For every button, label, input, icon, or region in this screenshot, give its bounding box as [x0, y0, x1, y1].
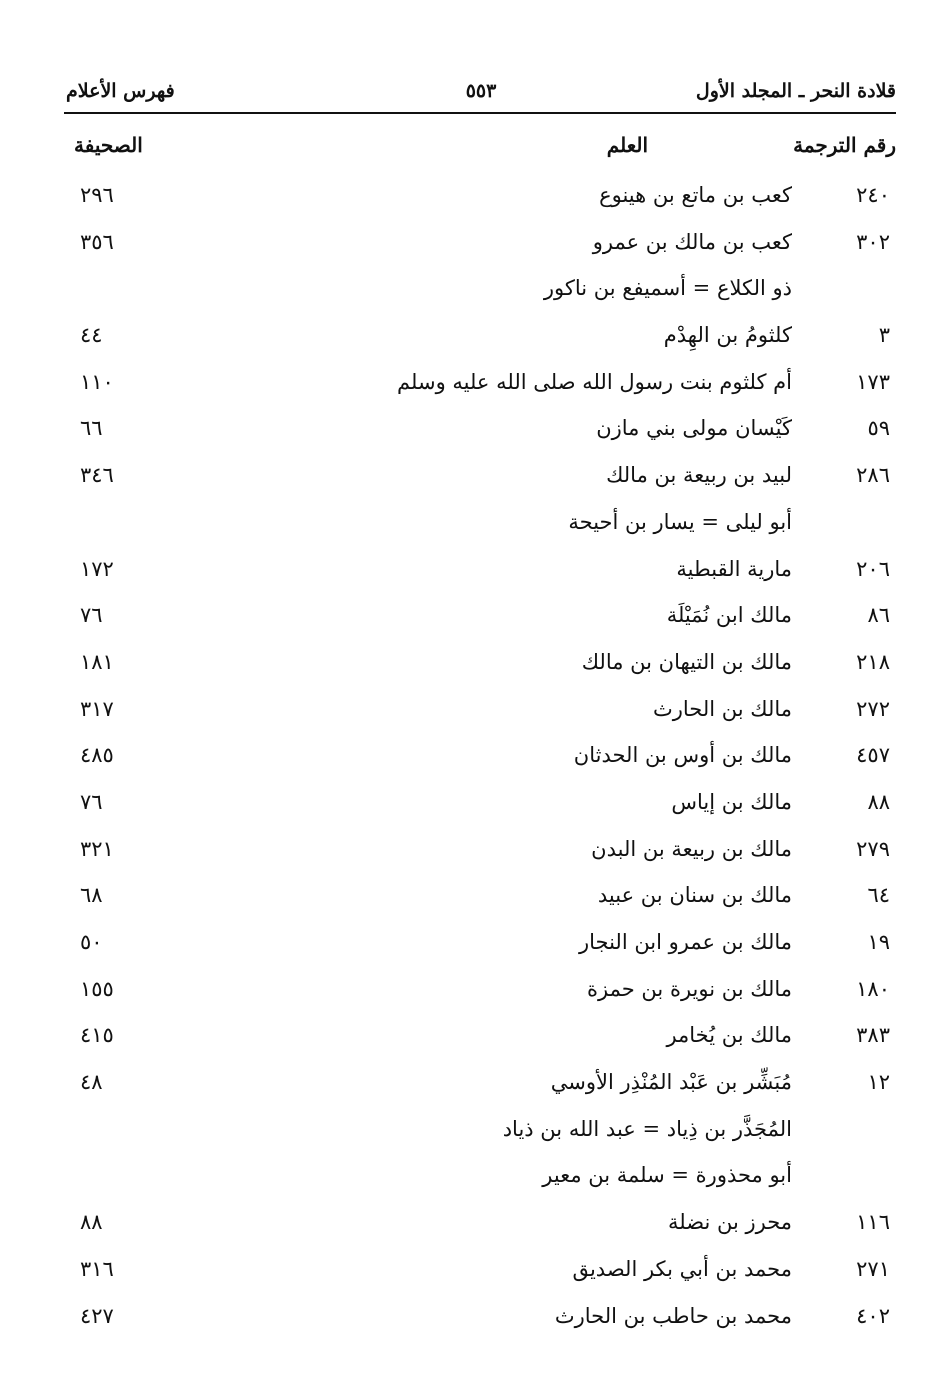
entry-name: كعب بن ماتع بن هينوع: [599, 183, 792, 207]
header-rule: [64, 112, 896, 114]
entry-page: ١٨١: [80, 649, 114, 674]
index-entry: [66, 779, 896, 826]
entry-name: محرز بن نضلة: [668, 1210, 792, 1235]
index-entry: [66, 1293, 896, 1340]
entry-name: مالك بن أوس بن الحدثان: [573, 743, 792, 768]
entry-page: ٧٦: [80, 789, 103, 814]
entry-name: مالك بن إياس: [671, 789, 792, 814]
entry-name: أبو ليلى = يسار بن أحيحة: [568, 509, 792, 534]
entry-number: ١١٦: [856, 1210, 890, 1235]
running-header: [66, 78, 896, 112]
entry-name: مالك بن ربيعة بن البدن: [591, 836, 792, 861]
entry-page: ١٧٢: [80, 556, 114, 581]
entry-page: ٨٨: [80, 1210, 103, 1235]
entry-name: مالك بن نويرة بن حمزة: [587, 976, 792, 1001]
entry-number: ١٧٣: [856, 369, 890, 394]
entry-name: محمد بن أبي بكر الصديق: [572, 1256, 792, 1281]
index-entry: [66, 732, 896, 779]
entry-page: ٤٢٧: [80, 1303, 114, 1328]
entry-page: ٢٩٦: [80, 183, 114, 207]
column-header-page: الصحيفة: [74, 133, 143, 157]
section-title: فهرس الأعلام: [66, 80, 175, 102]
index-entry: [66, 265, 896, 312]
entry-number: ٤٠٢: [856, 1303, 890, 1328]
entry-page: ٤١٥: [80, 1023, 114, 1048]
entry-page: ٣٤٦: [80, 463, 114, 488]
entry-name: كعب بن مالك بن عمرو: [592, 229, 792, 254]
entry-name: أم كلثوم بنت رسول الله صلى الله عليه وسلم: [397, 369, 792, 394]
page-number: ٥٥٣: [465, 80, 497, 102]
entry-number: ٢٧١: [856, 1256, 890, 1281]
entry-number: ٢٧٢: [856, 696, 890, 721]
book-title: قلادة النحر ـ المجلد الأول: [695, 80, 896, 102]
index-entry: [66, 312, 896, 359]
entry-name: أبو محذورة = سلمة بن معير: [542, 1163, 792, 1188]
entry-name: محمد بن حاطب بن الحارث: [554, 1303, 792, 1328]
index-entry: [66, 172, 896, 219]
index-entry: [66, 592, 896, 639]
entry-number: ٥٩: [867, 416, 890, 441]
index-entry: [66, 639, 896, 686]
index-entry: [66, 872, 896, 919]
index-entry: [66, 826, 896, 873]
entry-number: ١٩: [867, 930, 890, 954]
entry-name: مالك بن التيهان بن مالك: [581, 649, 792, 674]
entry-number: ٤٥٧: [856, 743, 890, 768]
entry-name: لبيد بن ربيعة بن مالك: [606, 463, 792, 488]
entry-page: ٧٦: [80, 603, 103, 628]
index-entry: [66, 219, 896, 266]
entry-name: المُجَذَّر بن ذِياد = عبد الله بن ذياد: [502, 1116, 792, 1141]
entry-number: ١٨٠: [856, 976, 890, 1001]
entry-number: ٢٧٩: [856, 836, 890, 861]
entry-name: كَيْسان مولى بني مازن: [596, 416, 792, 441]
entry-name: مالك بن سنان بن عبيد: [597, 883, 792, 908]
entries-list: [66, 172, 896, 1339]
entry-number: ٣٠٢: [856, 229, 890, 254]
entry-page: ٦٨: [80, 883, 103, 908]
entry-page: ٣١٦: [80, 1256, 114, 1281]
entry-name: كلثومُ بن الهِدْم: [663, 323, 792, 348]
entry-name: مالك بن يُخامر: [666, 1023, 792, 1048]
column-headers: [66, 130, 896, 164]
index-entry: [66, 1152, 896, 1199]
entry-number: ٣٨٣: [856, 1023, 890, 1048]
entry-number: ٨٨: [867, 789, 890, 814]
entry-number: ٢١٨: [856, 649, 890, 674]
entry-page: ١٥٥: [80, 976, 114, 1001]
entry-number: ٨٦: [867, 603, 890, 628]
entry-name: مارية القبطية: [676, 556, 792, 581]
index-entry: [66, 452, 896, 499]
entry-name: مُبَشِّر بن عَبْد المُنْذِر الأوسي: [550, 1070, 792, 1095]
entry-number: ٢٨٦: [856, 463, 890, 488]
entry-name: مالك بن عمرو ابن النجار: [578, 930, 792, 954]
column-header-name: العلم: [606, 133, 648, 157]
index-entry: [66, 1246, 896, 1293]
index-entry: [66, 1012, 896, 1059]
entry-number: ٦٤: [867, 883, 890, 908]
entry-name: مالك بن الحارث: [652, 696, 792, 721]
entry-page: ٤٤: [80, 323, 103, 348]
entry-page: ٥٠: [80, 930, 103, 954]
index-entry: [66, 686, 896, 733]
entry-page: ٣٢١: [80, 836, 114, 861]
index-entry: [66, 966, 896, 1013]
entry-page: ٣٥٦: [80, 229, 114, 254]
entry-page: ٤٨٥: [80, 743, 114, 768]
index-entry: [66, 919, 896, 966]
entry-number: ٢٤٠: [856, 183, 890, 207]
entry-number: ٢٠٦: [856, 556, 890, 581]
index-entry: [66, 1199, 896, 1246]
index-entry: [66, 405, 896, 452]
index-entry: [66, 1059, 896, 1106]
entry-name: ذو الكلاع = أسميفع بن ناكور: [543, 276, 792, 301]
entry-page: ٦٦: [80, 416, 103, 441]
entry-page: ٣١٧: [80, 696, 114, 721]
index-entry: [66, 359, 896, 406]
entry-name: مالك ابن نُمَيْلَة: [666, 603, 792, 628]
index-entry: [66, 1106, 896, 1153]
entry-page: ١١٠: [80, 369, 114, 394]
entry-page: ٤٨: [80, 1070, 103, 1095]
entry-number: ١٢: [867, 1070, 890, 1095]
column-header-number: رقم الترجمة: [793, 133, 896, 157]
index-entry: [66, 546, 896, 593]
index-entry: [66, 499, 896, 546]
entry-number: ٣: [878, 323, 890, 348]
